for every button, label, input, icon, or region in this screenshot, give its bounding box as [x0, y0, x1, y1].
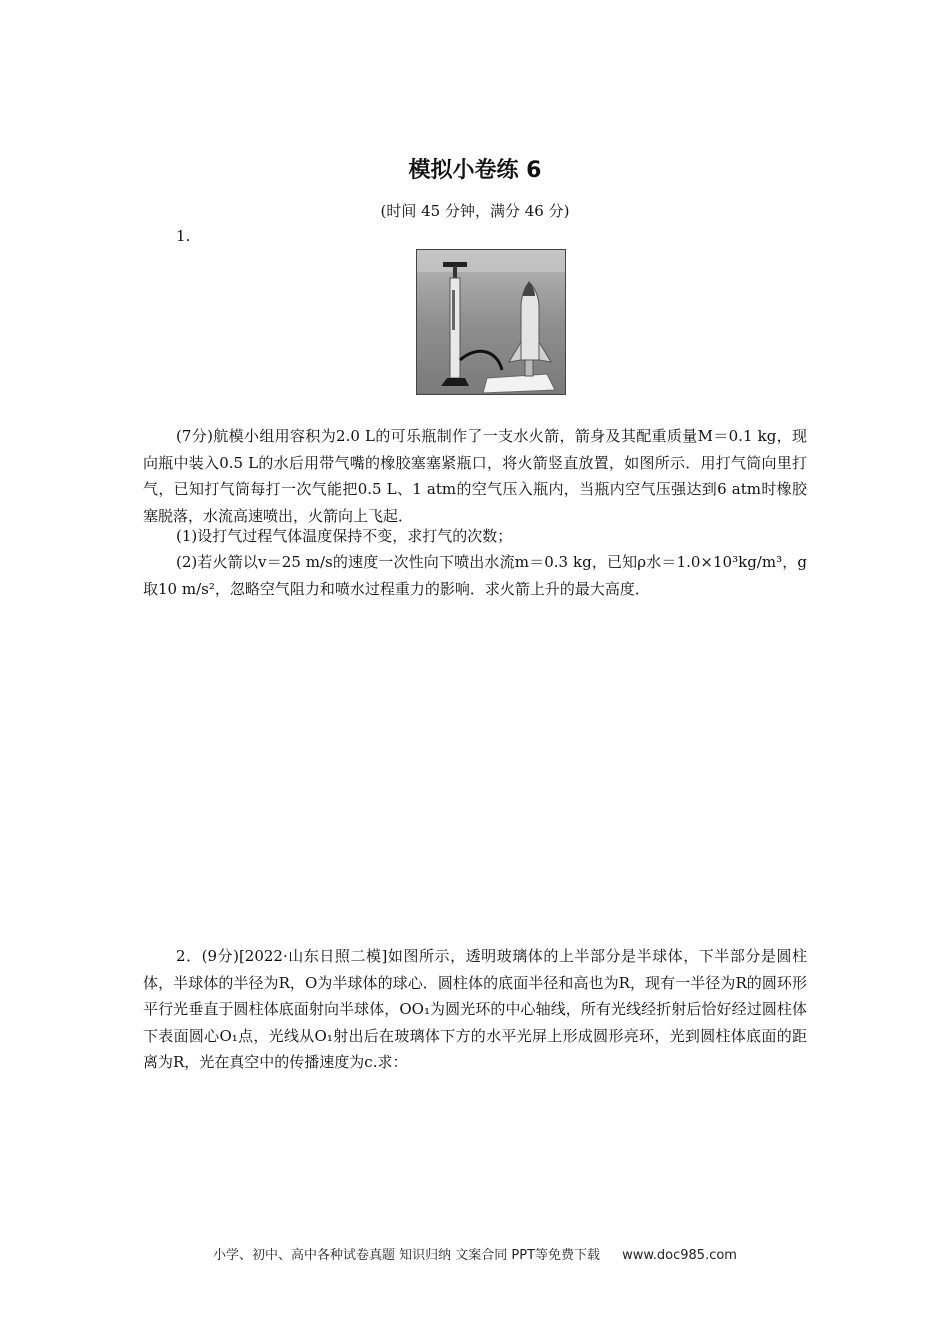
problem-2-text: 2．(9分)[2022·山东日照二模]如图所示，透明玻璃体的上半部分是半球体，下半部分是圆柱体，半球体的半径为R，O为半球体的球心．圆柱体的底面半径和高也为R，现有一半径为R的圆环形平行光垂直于圆柱体底面射向半球体，OO₁为圆光环的中心轴线，所有光线经折射后恰好经过圆柱体下表面圆心O₁点，光线从O₁射出后在玻璃体下方的水平光屏上形成圆形亮环，光到圆柱体底面的距离为R，光在真空中的传播速度为c.求： — [143, 947, 807, 1071]
problem-1-intro: (7分)航模小组用容积为2.0 L的可乐瓶制作了一支水火箭，箭身及其配重质量M＝0.1 kg，现向瓶中装入0.5 L的水后用带气嘴的橡胶塞塞紧瓶口，将火箭竖直放置，如图所示．用打气筒向里打气，已知打气筒每打一次气能把0.5 L、1 atm的空气压入瓶内，当瓶内空气压强达到6 atm时橡胶塞脱落，水流高速喷出，火箭向上飞起． — [143, 427, 807, 525]
pump-and-rocket-photo — [416, 249, 566, 395]
problem-1-question-1: (1)设打气过程气体温度保持不变，求打气的次数； — [176, 527, 513, 545]
footer-url[interactable]: www.doc985.com — [622, 1248, 737, 1263]
photo-drawing — [417, 250, 566, 395]
problem-1-number: 1. — [176, 227, 191, 245]
footer — [0, 1244, 950, 1263]
exam-info: (时间 45 分钟，满分 46 分) — [380, 202, 570, 220]
page-title: 模拟小卷练 6 — [408, 158, 542, 183]
footer-text: 小学、初中、高中各种试卷真题 知识归纳 文案合同 PPT等免费下载 — [213, 1248, 601, 1263]
problem-1-question-2: (2)若火箭以v＝25 m/s的速度一次性向下喷出水流m＝0.3 kg，已知ρ水＝1.0×10³kg/m³，g取10 m/s²，忽略空气阻力和喷水过程重力的影响．求火箭上升的最大高度． — [143, 553, 807, 598]
